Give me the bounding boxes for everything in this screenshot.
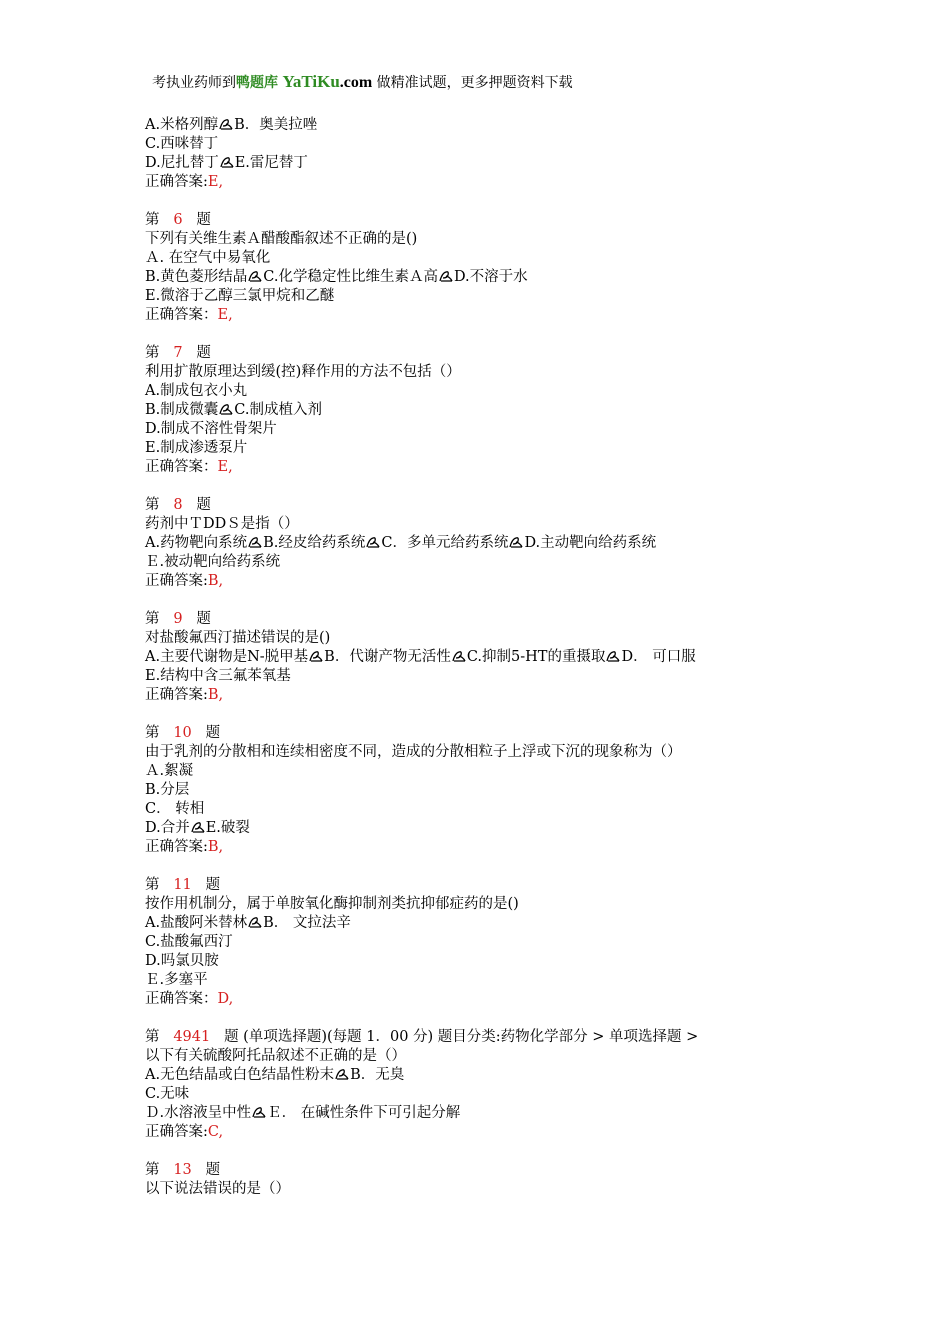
- question-block: [145, 344, 805, 477]
- answer-line: [145, 686, 805, 705]
- option-separator-icon: [252, 1105, 266, 1117]
- option-text: C．多单元给药系统: [381, 535, 509, 551]
- question-number: 4941: [173, 1029, 211, 1045]
- option-text: Ｅ． 在碱性条件下可引起分解: [267, 1105, 461, 1121]
- answer-label: 正确答案:: [145, 687, 208, 703]
- option-row: [145, 952, 805, 971]
- option-text: B．奥美拉唑: [234, 117, 318, 133]
- question-number: 8: [173, 497, 183, 513]
- question-title-text: 题 (单项选择题)(每题 1．00 分) 题目分类:药物化学部分 > 单项选择题 >: [224, 1029, 699, 1045]
- answer-value: E,: [217, 307, 233, 323]
- question-title-text: 题: [196, 212, 211, 228]
- option-text: A.药物靶向系统: [145, 535, 248, 551]
- question-number: 6: [173, 212, 183, 228]
- question-block: [145, 610, 805, 705]
- option-row: [145, 971, 805, 990]
- option-separator-icon: [309, 649, 323, 661]
- answer-line: [145, 173, 805, 192]
- spacer: [145, 591, 805, 610]
- spacer: [145, 1009, 805, 1028]
- spacer: [145, 192, 805, 211]
- question-title-text: 题: [205, 877, 221, 893]
- answer-value: B,: [207, 573, 224, 589]
- option-row: [145, 401, 805, 420]
- option-row: [145, 116, 805, 135]
- answer-value: D,: [217, 991, 234, 1007]
- option-row: [145, 287, 805, 306]
- question-number: 13: [173, 1162, 192, 1178]
- answer-label: 正确答案:: [145, 573, 208, 589]
- question-title-text: 第: [145, 212, 160, 228]
- answer-label: 正确答案:: [145, 839, 208, 855]
- question-title-text: 题: [205, 725, 221, 741]
- option-text: Ｅ.被动靶向给药系统: [145, 554, 281, 570]
- option-row: [145, 762, 805, 781]
- option-separator-icon: [509, 535, 523, 547]
- option-text: D.主动靶向给药系统: [524, 535, 657, 551]
- option-text: B． 文拉法辛: [263, 915, 351, 931]
- option-text: D． 可口服: [621, 649, 696, 665]
- option-text: A.主要代谢物是N-脱甲基: [145, 649, 309, 665]
- option-text: E.微溶于乙醇三氯甲烷和乙醚: [145, 288, 335, 304]
- spacer: [145, 325, 805, 344]
- option-row: [145, 553, 805, 572]
- option-text: B.经皮给药系统: [263, 535, 366, 551]
- answer-value: B,: [207, 687, 224, 703]
- question-title: [145, 1161, 805, 1180]
- question-block: [145, 1161, 805, 1199]
- option-text: B．代谢产物无活性: [324, 649, 451, 665]
- question-block: [145, 876, 805, 1009]
- answer-line: [145, 458, 805, 477]
- question-title: [145, 724, 805, 743]
- question-title-text: 题: [196, 611, 211, 627]
- option-row: [145, 648, 805, 667]
- brand-name-en[interactable]: YaTiKu: [282, 72, 340, 91]
- option-text: C.化学稳定性比维生素Ａ高: [263, 269, 438, 285]
- option-text: Ｄ.水溶液呈中性: [145, 1105, 252, 1121]
- option-text: E.结构中含三氟苯氧基: [145, 668, 291, 684]
- option-row: [145, 1066, 805, 1085]
- question-title-text: 第: [145, 497, 160, 513]
- option-text: B.分层: [145, 782, 190, 798]
- option-text: D.不溶于水: [453, 269, 528, 285]
- answer-value: E,: [217, 459, 233, 475]
- option-separator-icon: [366, 535, 380, 547]
- answer-label: 正确答案：: [145, 307, 218, 323]
- question-stem: 利用扩散原理达到缓(控)释作用的方法不包括（）: [145, 364, 461, 380]
- answer-value: C,: [207, 1124, 224, 1140]
- question-number: 7: [173, 345, 183, 361]
- question-title: [145, 610, 805, 629]
- option-row: [145, 420, 805, 439]
- option-separator-icon: [219, 117, 233, 129]
- option-text: C.无味: [145, 1086, 190, 1102]
- question-stem: 以下有关硫酸阿托品叙述不正确的是（）: [145, 1048, 406, 1064]
- option-text: E.制成渗透泵片: [145, 440, 248, 456]
- question-title: [145, 496, 805, 515]
- spacer: [145, 1142, 805, 1161]
- option-text: A.盐酸阿米替林: [145, 915, 248, 931]
- option-row: [145, 382, 805, 401]
- answer-label: 正确答案：: [145, 991, 218, 1007]
- question-stem: 以下说法错误的是（）: [145, 1181, 290, 1197]
- option-text: E.雷尼替丁: [234, 155, 308, 171]
- question-block: [145, 116, 805, 192]
- answer-label: 正确答案:: [145, 1124, 208, 1140]
- option-text: C.盐酸氟西汀: [145, 934, 233, 950]
- spacer: [145, 857, 805, 876]
- question-title-text: 题: [196, 345, 211, 361]
- question-title-text: 题: [196, 497, 211, 513]
- option-text: C.制成植入剂: [234, 402, 322, 418]
- option-text: C.西咪替丁: [145, 136, 219, 152]
- question-stem: 按作用机制分，属于单胺氧化酶抑制剂类抗抑郁症药的是(): [145, 896, 519, 912]
- brand-name-cn[interactable]: 鸭题库: [236, 75, 278, 91]
- answer-label: 正确答案:: [145, 174, 208, 190]
- option-row: [145, 268, 805, 287]
- option-row: [145, 667, 805, 686]
- option-separator-icon: [606, 649, 620, 661]
- option-row: [145, 534, 805, 553]
- option-text: A.米格列醇: [145, 117, 219, 133]
- answer-line: [145, 306, 805, 325]
- option-text: B.制成微囊: [145, 402, 219, 418]
- answer-value: E,: [207, 174, 224, 190]
- question-title-text: 题: [205, 1162, 221, 1178]
- option-separator-icon: [191, 820, 205, 832]
- option-row: [145, 819, 805, 838]
- question-block: [145, 1028, 805, 1142]
- option-text: Ａ. 在空气中易氧化: [145, 250, 271, 266]
- option-row: [145, 914, 805, 933]
- option-row: [145, 135, 805, 154]
- option-separator-icon: [220, 155, 234, 167]
- option-row: [145, 154, 805, 173]
- question-list: [145, 116, 805, 1199]
- question-title: [145, 344, 805, 363]
- page-header-banner: [152, 72, 573, 92]
- brand-domain[interactable]: .com: [339, 74, 373, 91]
- question-stem: 药剂中ＴDDＳ是指（）: [145, 516, 299, 532]
- answer-line: [145, 990, 805, 1009]
- option-separator-icon: [219, 402, 233, 414]
- option-text: D.合并: [145, 820, 190, 836]
- answer-label: 正确答案：: [145, 459, 218, 475]
- spacer: [145, 477, 805, 496]
- question-stem: 由于乳剂的分散相和连续相密度不同，造成的分散相粒子上浮或下沉的现象称为（）: [145, 744, 682, 760]
- option-separator-icon: [452, 649, 466, 661]
- question-block: [145, 211, 805, 325]
- answer-value: B,: [207, 839, 224, 855]
- option-text: Ｅ.多塞平: [145, 972, 208, 988]
- option-separator-icon: [248, 269, 262, 281]
- option-text: D.吗氯贝胺: [145, 953, 219, 969]
- question-number: 10: [173, 725, 192, 741]
- option-text: C.抑制5-HT的重摄取: [466, 649, 606, 665]
- option-row: [145, 781, 805, 800]
- question-stem: 下列有关维生素Ａ醋酸酯叙述不正确的是(): [145, 231, 418, 247]
- option-row: [145, 1104, 805, 1123]
- question-number: 9: [173, 611, 183, 627]
- question-block: [145, 496, 805, 591]
- option-row: [145, 439, 805, 458]
- option-text: A.无色结晶或白色结晶性粉末: [145, 1067, 335, 1083]
- question-title: [145, 211, 805, 230]
- answer-line: [145, 572, 805, 591]
- question-number: 11: [173, 877, 192, 893]
- question-title-text: 第: [145, 1162, 160, 1178]
- option-row: [145, 933, 805, 952]
- answer-line: [145, 838, 805, 857]
- option-text: C． 转相: [145, 801, 205, 817]
- question-block: [145, 724, 805, 857]
- question-stem: 对盐酸氟西汀描述错误的是(): [145, 630, 331, 646]
- header-prefix: 考执业药师到: [152, 75, 236, 91]
- answer-line: [145, 1123, 805, 1142]
- question-title-text: 第: [145, 1029, 160, 1045]
- option-separator-icon: [248, 915, 262, 927]
- question-title-text: 第: [145, 877, 160, 893]
- option-row: [145, 249, 805, 268]
- question-title-text: 第: [145, 725, 160, 741]
- option-row: [145, 1085, 805, 1104]
- header-suffix: 做精准试题，更多押题资料下载: [376, 75, 573, 91]
- option-separator-icon: [335, 1067, 349, 1079]
- option-text: Ａ.絮凝: [145, 763, 194, 779]
- option-text: E.破裂: [205, 820, 250, 836]
- question-title-text: 第: [145, 611, 160, 627]
- option-text: D.制成不溶性骨架片: [145, 421, 277, 437]
- option-text: B．无臭: [350, 1067, 405, 1083]
- option-text: A.制成包衣小丸: [145, 383, 248, 399]
- option-text: B.黄色菱形结晶: [145, 269, 248, 285]
- question-title-text: 第: [145, 345, 160, 361]
- spacer: [145, 705, 805, 724]
- option-separator-icon: [248, 535, 262, 547]
- option-separator-icon: [439, 269, 453, 281]
- option-row: [145, 800, 805, 819]
- option-text: D.尼扎替丁: [145, 155, 219, 171]
- question-title: [145, 876, 805, 895]
- question-title: [145, 1028, 805, 1047]
